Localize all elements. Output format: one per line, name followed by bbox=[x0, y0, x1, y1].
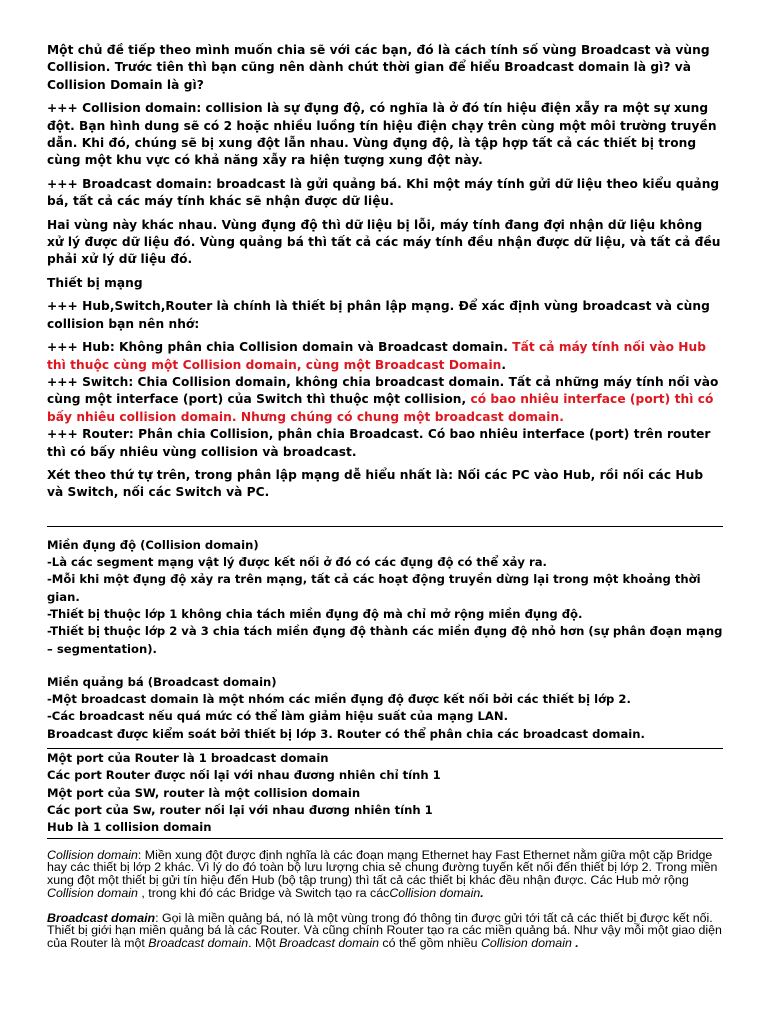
broadcast-line-2: -Các broadcast nếu quá mức có thể làm giảm hiệu suất của mạng LAN. bbox=[47, 709, 508, 724]
difference-paragraph: Hai vùng này khác nhau. Vùng đụng độ thì dữ liệu bị lỗi, máy tính đang đợi nhận dữ liệu không xử lý được dữ liệu đó. Vùng quảng bá thì tất cả các máy tính đều nhận được dữ liệu, và tất cả đều phải xử lý dữ liệu đó. bbox=[47, 217, 721, 267]
collision-term-3: Collision domain bbox=[389, 885, 481, 900]
hub-text: +++ Hub: Không phân chia Collision domain và Broadcast domain. bbox=[47, 340, 513, 355]
broadcast-def-text-3: có thể gồm nhiều bbox=[378, 936, 481, 951]
intro-paragraph: Một chủ đề tiếp theo mình muốn chia sẽ với các bạn, đó là cách tính số vùng Broadcast và vùng Collision. Trước tiên thì bạn cũng nên dành chút thời gian để hiểu Broadcast domain là gì? và Collision Domain là gì? bbox=[47, 43, 710, 92]
hub-highlight: Tất cả máy tính nối vào Hub thì thuộc cùng một Collision domain, cùng một Broadcast Domain bbox=[47, 340, 707, 372]
collision-def-text-1: : Miền xung đột được định nghĩa là các đoạn mạng Ethernet hay Fast Ethernet nằm giữa một cặp Bridge hay các thiết bị lớp 2 khác. Vì lý do đó toàn bộ lưu lượng chia sẻ chung đường tuyến kết nối đến thiết bị lớp 2. Trong miền xung đột một thiết bị gửi tín hiệu đến Hub (bộ tập trung) thì tất cả các thiết bị khác đều nhận được. Các Hub mở rộng bbox=[47, 847, 718, 888]
devices-paragraph: +++ Hub,Switch,Router là chính là thiết bị phân lập mạng. Để xác định vùng broadcast và cùng collision bạn nên nhớ: bbox=[47, 299, 710, 331]
broadcast-section-title: Miền quảng bá (Broadcast domain) bbox=[47, 674, 277, 689]
broadcast-definition-paragraph: +++ Broadcast domain: broadcast là gửi quảng bá. Khi một máy tính gửi dữ liệu theo kiểu quảng bá, tất cả các máy tính khác sẽ nhận được dữ liệu. bbox=[47, 176, 720, 209]
switch-paragraph bbox=[47, 374, 723, 426]
divider-1 bbox=[47, 526, 723, 527]
broadcast-term-4: Collision domain bbox=[480, 936, 572, 951]
conclusion-paragraph: Xét theo thứ tự trên, trong phân lập mạng dễ hiểu nhất là: Nối các PC vào Hub, rồi nối các Hub và Switch, nối các Switch và PC. bbox=[47, 467, 704, 500]
ports-line-5: Hub là 1 collision domain bbox=[47, 820, 212, 835]
broadcast-term-2: Broadcast domain bbox=[148, 936, 249, 951]
broadcast-def-text-2: . Một bbox=[248, 936, 280, 951]
collision-section-title: Miền đụng độ (Collision domain) bbox=[47, 537, 259, 552]
collision-definition-paragraph: +++ Collision domain: collision là sự đụng độ, có nghĩa là ở đó tín hiệu điện xẫy ra một sự xung đột. Bạn hình dung sẽ có 2 hoặc nhiều luồng tín hiệu điện chạy trên cùng một môi trường truyền dẫn. Khi đó, chúng sẽ bị xung đột lẫn nhau. Vùng đụng độ, là tập hợp tất cả các thiết bị trong cùng một khu vực có khả năng xẫy ra hiện tượng xung đột này. bbox=[47, 101, 717, 168]
broadcast-section bbox=[47, 674, 723, 743]
hub-paragraph bbox=[47, 339, 723, 374]
collision-domain-definition bbox=[47, 849, 723, 900]
switch-text: +++ Switch: Chia Collision domain, không chia broadcast domain. Tất cả những máy tính nối vào cùng một interface (port) của Switch thì thuộc một collision, bbox=[47, 374, 719, 407]
collision-term: Collision domain bbox=[47, 847, 138, 862]
collision-def-end: . bbox=[480, 885, 484, 900]
broadcast-domain-definition bbox=[47, 912, 723, 950]
ports-section bbox=[47, 750, 723, 836]
broadcast-line-3: Broadcast được kiểm soát bởi thiết bị lớp 3. Router có thể phân chia các broadcast domain. bbox=[47, 726, 645, 741]
divider-2 bbox=[47, 748, 723, 749]
document-page bbox=[47, 42, 723, 950]
divider-3 bbox=[47, 838, 723, 839]
broadcast-term-3: Broadcast domain bbox=[279, 936, 379, 951]
broadcast-term: Broadcast domain bbox=[47, 910, 156, 925]
collision-line-4: -Thiết bị thuộc lớp 2 và 3 chia tách miền đụng độ thành các miền đụng độ nhỏ hơn (sự phân đoạn mạng – segmentation). bbox=[47, 624, 723, 656]
collision-line-1: -Là các segment mạng vật lý được kết nối ở đó có các đụng độ có thể xảy ra. bbox=[47, 555, 547, 570]
broadcast-def-end: . bbox=[571, 936, 579, 951]
broadcast-def-text-1: : Gọi là miền quảng bá, nó là một vùng trong đó thông tin được gửi tới tất cả các thiết bị được kết nối. Thiết bị giới hạn miền quảng bá là các Router. Và cũng chính Router tạo ra các miền quảng bá. Như vậy mỗi một giao diện của Router là một bbox=[47, 910, 722, 951]
network-devices-heading: Thiết bị mạng bbox=[47, 275, 143, 290]
collision-line-3: -Thiết bị thuộc lớp 1 không chia tách miền đụng độ mà chỉ mở rộng miền đụng độ. bbox=[47, 606, 583, 621]
router-paragraph: +++ Router: Phân chia Collision, phân chia Broadcast. Có bao nhiêu interface (port) trên router thì có bấy nhiêu vùng collision và broadcast. bbox=[47, 427, 711, 459]
collision-section bbox=[47, 537, 723, 658]
broadcast-line-1: -Một broadcast domain là một nhóm các miền đụng độ được kết nối bởi các thiết bị lớp 2. bbox=[47, 692, 631, 707]
collision-term-2: Collision domain bbox=[47, 885, 138, 900]
collision-def-text-2: , trong khi đó các Bridge và Switch tạo ra các bbox=[137, 885, 390, 900]
hub-period: . bbox=[501, 357, 507, 372]
ports-line-2: Các port Router được nối lại với nhau đương nhiên chỉ tính 1 bbox=[47, 768, 441, 783]
ports-line-1: Một port của Router là 1 broadcast domain bbox=[47, 751, 329, 766]
ports-line-4: Các port của Sw, router nối lại với nhau đương nhiên tính 1 bbox=[47, 802, 433, 817]
switch-highlight: có bao nhiêu interface (port) thì có bấy nhiêu collision domain. Nhưng chúng có chung một broadcast domain. bbox=[47, 392, 714, 424]
ports-line-3: Một port của SW, router là một collision domain bbox=[47, 785, 361, 800]
collision-line-2: -Mỗi khi một đụng độ xảy ra trên mạng, tất cả các hoạt động truyền dừng lại trong một khoảng thời gian. bbox=[47, 572, 701, 604]
